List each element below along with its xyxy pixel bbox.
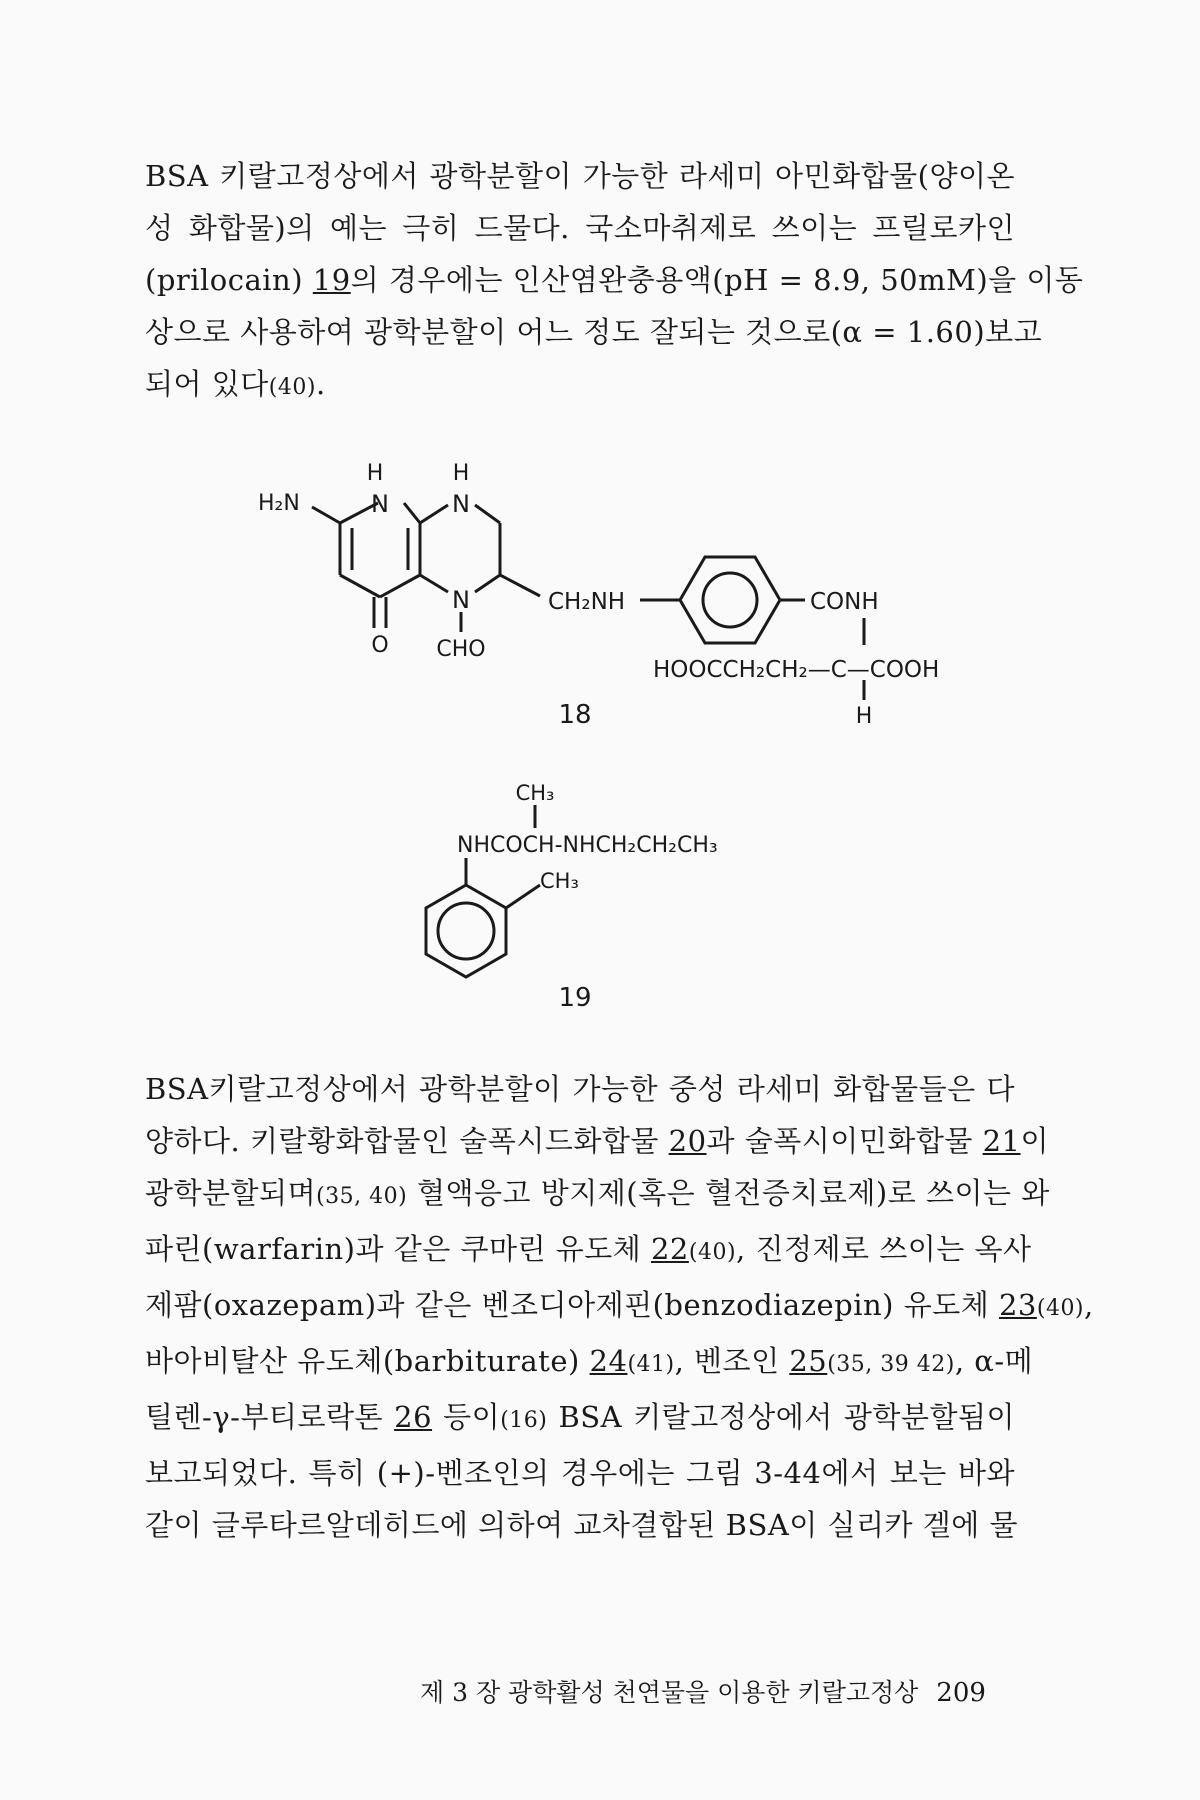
text-line	[145, 1115, 1050, 1167]
text-span: , α-메	[954, 1344, 1034, 1378]
text-span: BSA 키랄고정상에서 광학분할됨이	[547, 1400, 1015, 1434]
text-span: 파린(warfarin)과 같은 쿠마린 유도체	[145, 1232, 651, 1266]
text-span: .	[315, 367, 326, 401]
text-line	[145, 1391, 1015, 1447]
compound-number: 19	[558, 983, 592, 1013]
compound-ref: 25	[789, 1344, 828, 1378]
structure-19-labels	[457, 781, 718, 1013]
text-line: 같이 글루타르알데히드에 의하여 교차결합된 BSA이 실리카 겔에 물	[145, 1508, 1019, 1542]
text-line: 상으로 사용하여 광학분할이 어느 정도 잘되는 것으로(α = 1.60)보고	[145, 315, 1043, 349]
atom-label: CH₂NH	[548, 589, 626, 615]
text-span: , 진정제로 쓰이는 옥사	[736, 1232, 1032, 1266]
text-span: 혈액응고 방지제(혹은 혈전증치료제)로 쓰이는 와	[407, 1176, 1050, 1210]
text-span: 제팜(oxazepam)과 같은 벤조디아제핀(benzodiazepin) 유도체	[145, 1288, 999, 1322]
citation: (35, 40)	[316, 1184, 408, 1209]
page-footer	[420, 1673, 1020, 1709]
atom-label: H	[855, 704, 873, 729]
text-span: 틸렌-γ-부티로락톤	[145, 1400, 395, 1434]
text-line: 보고되었다. 특히 (+)-벤조인의 경우에는 그림 3-44에서 보는 바와	[145, 1456, 1015, 1490]
atom-label: CH₃	[540, 869, 579, 893]
text-line: BSA 키랄고정상에서 광학분할이 가능한 라세미 아민화합물(양이온	[145, 159, 1015, 193]
compound-ref: 19	[312, 263, 351, 297]
atom-label: O	[371, 633, 389, 658]
text-line	[145, 1279, 1094, 1335]
atom-label: CHO	[436, 637, 486, 662]
structure-19-bonds	[426, 805, 540, 977]
text-span: 과 술폭시이민화합물	[706, 1124, 983, 1158]
citation: (40)	[688, 1240, 737, 1265]
text-span: 이	[1020, 1124, 1050, 1158]
text-span: 등이	[432, 1400, 501, 1434]
citation: (40)	[268, 375, 316, 400]
text-span: 되어 있다	[145, 367, 269, 401]
structure-18-labels	[258, 461, 939, 730]
compound-ref: 26	[394, 1400, 433, 1434]
compound-ref: 22	[650, 1232, 689, 1266]
atom-label: N	[452, 490, 470, 518]
citation: (40)	[1036, 1296, 1085, 1321]
text-span: 바아비탈산 유도체(barbiturate)	[145, 1344, 590, 1378]
page-number: 209	[936, 1678, 986, 1708]
atom-label: N	[452, 586, 470, 614]
citation: (16)	[500, 1408, 548, 1433]
text-line	[145, 1223, 1032, 1279]
compound-ref: 24	[589, 1344, 628, 1378]
text-span: (prilocain)	[145, 263, 313, 297]
atom-label: H	[452, 461, 470, 486]
paragraph-2	[145, 1063, 1094, 1551]
compound-ref: 23	[998, 1288, 1037, 1322]
compound-number: 18	[558, 700, 592, 730]
atom-label: N	[371, 490, 389, 518]
aromatic-circle	[438, 903, 494, 959]
text-line: 성 화합물)의 예는 극히 드물다. 국소마취제로 쓰이는 프릴로카인	[145, 211, 1015, 245]
citation: (41)	[627, 1352, 675, 1377]
compound-ref: 20	[668, 1124, 707, 1158]
atom-label: HOOCCH₂CH₂—C—COOH	[653, 657, 940, 683]
citation: (35, 39 42)	[827, 1352, 955, 1377]
atom-label: H₂N	[258, 491, 300, 516]
atom-label: CONH	[810, 589, 879, 615]
text-span: ,	[1084, 1288, 1094, 1322]
atom-label: NHCOCH-NHCH₂CH₂CH₃	[457, 833, 718, 858]
aromatic-circle	[703, 573, 757, 627]
text-span: 의 경우에는 인산염완충용액(pH = 8.9, 50mM)을 이동	[350, 263, 1084, 297]
chapter-title: 제 3 장 광학활성 천연물을 이용한 키랄고정상	[420, 1678, 919, 1707]
text-line	[145, 1167, 1050, 1223]
text-line: BSA키랄고정상에서 광학분할이 가능한 중성 라세미 화합물들은 다	[145, 1072, 1015, 1106]
text-span: 양하다. 키랄황화합물인 술폭시드화합물	[145, 1124, 669, 1158]
atom-label: H	[366, 461, 384, 486]
text-span: 광학분할되며	[145, 1176, 317, 1210]
compound-ref: 21	[982, 1124, 1021, 1158]
text-line	[145, 1335, 1034, 1391]
text-span: , 벤조인	[674, 1344, 790, 1378]
atom-label: CH₃	[515, 781, 555, 805]
